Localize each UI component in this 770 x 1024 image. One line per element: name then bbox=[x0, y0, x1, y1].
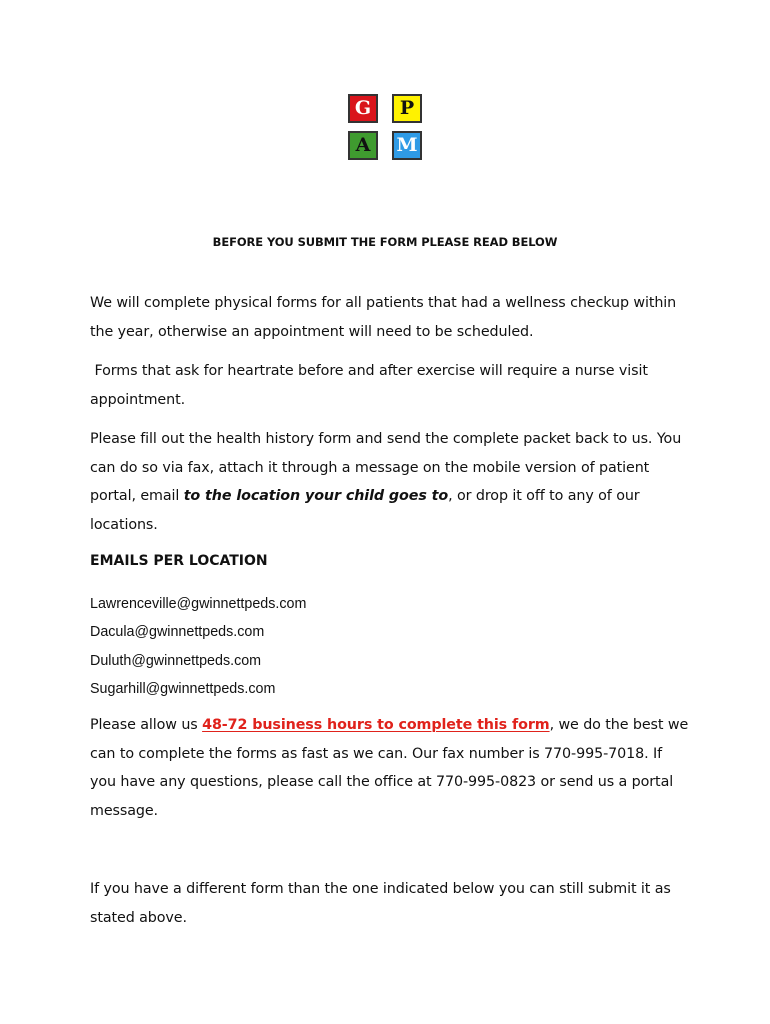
paragraph-health-history-text: Please fill out the health history form and send the complete packet back to us. You can do so via fax, attach it through a message on the mobile version of patient portal, email bbox=[90, 431, 682, 504]
emails-heading: EMAILS PER LOCATION bbox=[90, 553, 268, 569]
email-sugarhill[interactable]: Sugarhill@gwinnettpeds.com bbox=[90, 680, 276, 697]
logo-tile-p: P bbox=[392, 94, 422, 123]
emphasis-location: to the location your child goes to bbox=[183, 488, 449, 504]
email-dacula[interactable]: Dacula@gwinnettpeds.com bbox=[90, 624, 265, 641]
email-lawrenceville[interactable]: Lawrenceville@gwinnettpeds.com bbox=[90, 596, 307, 612]
logo-tile-m: M bbox=[392, 131, 422, 160]
paragraph-heartrate: Forms that ask for heartrate before and after exercise will require a nurse visit appointment. bbox=[90, 363, 653, 408]
logo-tile-g: G bbox=[348, 94, 378, 123]
paragraph-turnaround-text: Please allow us bbox=[90, 717, 203, 733]
logo-tile-a: A bbox=[348, 131, 378, 160]
paragraph-turnaround-end: , we do the best we can to complete the forms as fast as we can. Our fax number is 770-995-7018. If you have any questions, please call the office at 770-995-0823 or send us a portal message. bbox=[90, 717, 689, 819]
turnaround-highlight: 48-72 business hours to complete this form bbox=[202, 717, 550, 733]
paragraph-physical-forms: We will complete physical forms for all patients that had a wellness checkup within the year, otherwise an appointment will need to be scheduled. bbox=[90, 295, 677, 340]
page-heading: BEFORE YOU SUBMIT THE FORM PLEASE READ BELOW bbox=[212, 235, 558, 249]
paragraph-health-history bbox=[90, 425, 690, 539]
gpam-logo bbox=[348, 94, 424, 162]
email-list bbox=[90, 590, 306, 703]
paragraph-turnaround bbox=[90, 711, 690, 825]
paragraph-different-form: If you have a different form than the one indicated below you can still submit it as stated above. bbox=[90, 881, 671, 926]
paragraph-health-history-end: , or drop it off to any of our locations. bbox=[90, 488, 640, 533]
email-duluth[interactable]: Duluth@gwinnettpeds.com bbox=[90, 652, 262, 669]
